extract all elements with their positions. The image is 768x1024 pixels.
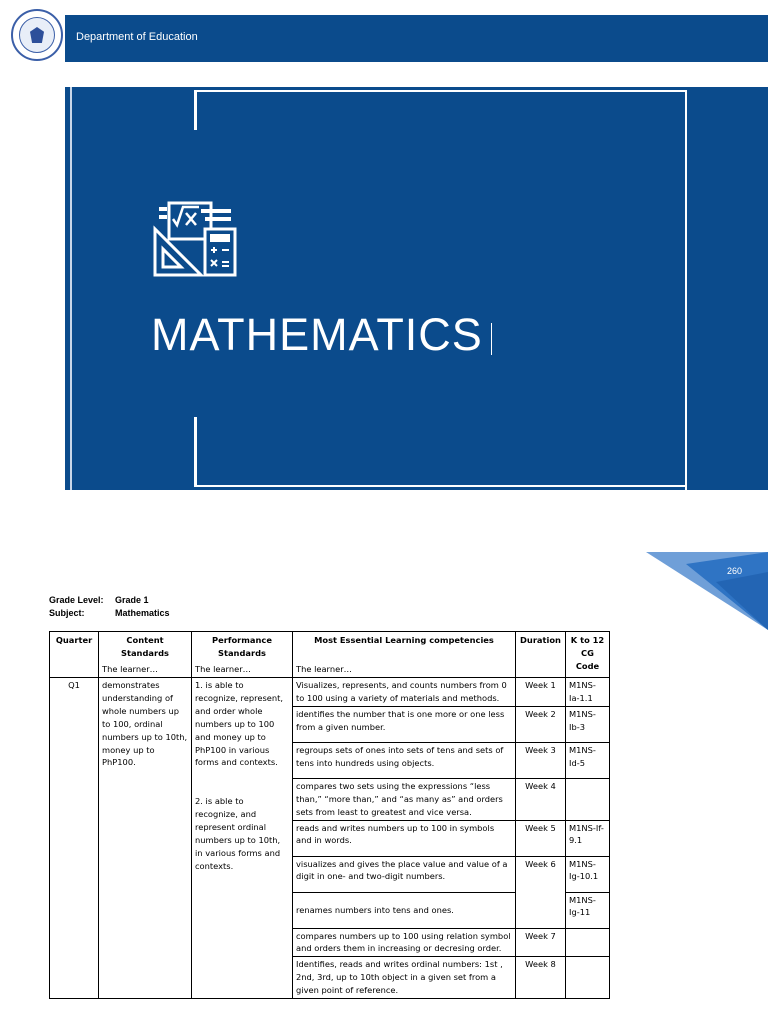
frame-left-line-top <box>194 90 197 130</box>
page-number: 260 <box>727 566 743 576</box>
header-quarter: Quarter <box>50 632 99 661</box>
code-cell: M1NS-Ig-10.1 <box>566 856 610 892</box>
grade-level <box>49 595 149 605</box>
grade-label: Grade Level: <box>49 595 104 605</box>
duration-cell: Week 3 <box>516 742 566 778</box>
duration-cell: Week 4 <box>516 778 566 820</box>
duration-cell: Week 1 <box>516 678 566 707</box>
competency-cell: Identifies, reads and writes ordinal numbers: 1st , 2nd, 3rd, up to 10th object in a given set from a given point of reference. <box>293 957 516 999</box>
duration-cell: Week 2 <box>516 706 566 742</box>
code-cell: M1NS-Ig-11 <box>566 892 610 928</box>
melc-table <box>49 631 610 999</box>
content-standard-cell: demonstrates understanding of whole numbers up to 100, ordinal numbers up to 10th, money up to PhP100. <box>99 678 192 999</box>
subject-label: Subject: <box>49 608 85 618</box>
cover-panel <box>65 87 768 490</box>
cover-divider <box>70 87 72 490</box>
header-content-standards: Content Standards <box>99 632 192 661</box>
competency-cell: visualizes and gives the place value and value of a digit in one- and two-digit numbers. <box>293 856 516 892</box>
duration-cell <box>516 892 566 928</box>
quarter-cell: Q1 <box>50 678 99 999</box>
title-caret <box>491 323 492 355</box>
deped-seal-icon <box>11 9 63 61</box>
cover-title: MATHEMATICS <box>151 309 483 360</box>
competency-cell: reads and writes numbers up to 100 in symbols and in words. <box>293 820 516 856</box>
competency-cell: Visualizes, represents, and counts numbers from 0 to 100 using a variety of materials and methods. <box>293 678 516 707</box>
duration-cell: Week 5 <box>516 820 566 856</box>
table-header-row <box>50 632 610 661</box>
competency-cell: renames numbers into tens and ones. <box>293 892 516 928</box>
competency-cell: compares two sets using the expressions “less than,” “more than,” and “as many as” and orders sets from least to greatest and vice versa. <box>293 778 516 820</box>
header-duration: Duration <box>516 632 566 678</box>
performance-standard-cell <box>192 678 293 999</box>
page-corner-decoration <box>646 552 768 630</box>
performance-standard-1: 1. is able to recognize, represent, and order whole numbers up to 100 and money up to PhP100 in various forms and contexts. <box>195 680 284 768</box>
code-cell: M1NS-Ia-1.1 <box>566 678 610 707</box>
learner-label-performance: The learner… <box>192 661 293 678</box>
duration-cell: Week 8 <box>516 957 566 999</box>
performance-standard-2: 2. is able to recognize, and represent ordinal numbers up to 10th, in various forms and contexts. <box>195 796 281 871</box>
header-cg-code: K to 12 CG Code <box>566 632 610 678</box>
learner-label-content: The learner… <box>99 661 192 678</box>
code-cell <box>566 928 610 957</box>
code-cell <box>566 778 610 820</box>
learner-label-competency: The learner… <box>293 661 516 678</box>
header-title: Department of Education <box>76 31 198 43</box>
frame-left-line-bottom <box>194 417 197 487</box>
subject <box>49 608 170 618</box>
competency-cell: regroups sets of ones into sets of tens and sets of tens into hundreds using objects. <box>293 742 516 778</box>
header-competencies: Most Essential Learning competencies <box>293 632 516 661</box>
header-bar <box>65 15 768 62</box>
grade-value: Grade 1 <box>115 595 149 605</box>
frame-right-line <box>685 90 687 490</box>
code-cell: M1NS-Ib-3 <box>566 706 610 742</box>
header-performance-standards: Performance Standards <box>192 632 293 661</box>
duration-cell: Week 7 <box>516 928 566 957</box>
subject-value: Mathematics <box>115 608 170 618</box>
code-cell <box>566 957 610 999</box>
table-row <box>50 678 610 707</box>
competency-cell: compares numbers up to 100 using relation symbol and orders them in increasing or decresing order. <box>293 928 516 957</box>
math-calculator-icon <box>151 199 243 279</box>
competency-cell: identifies the number that is one more or one less from a given number. <box>293 706 516 742</box>
frame-top-line <box>196 90 687 92</box>
code-cell: M1NS-If-9.1 <box>566 820 610 856</box>
code-cell: M1NS-Id-5 <box>566 742 610 778</box>
frame-bottom-line <box>196 485 687 487</box>
duration-cell: Week 6 <box>516 856 566 892</box>
